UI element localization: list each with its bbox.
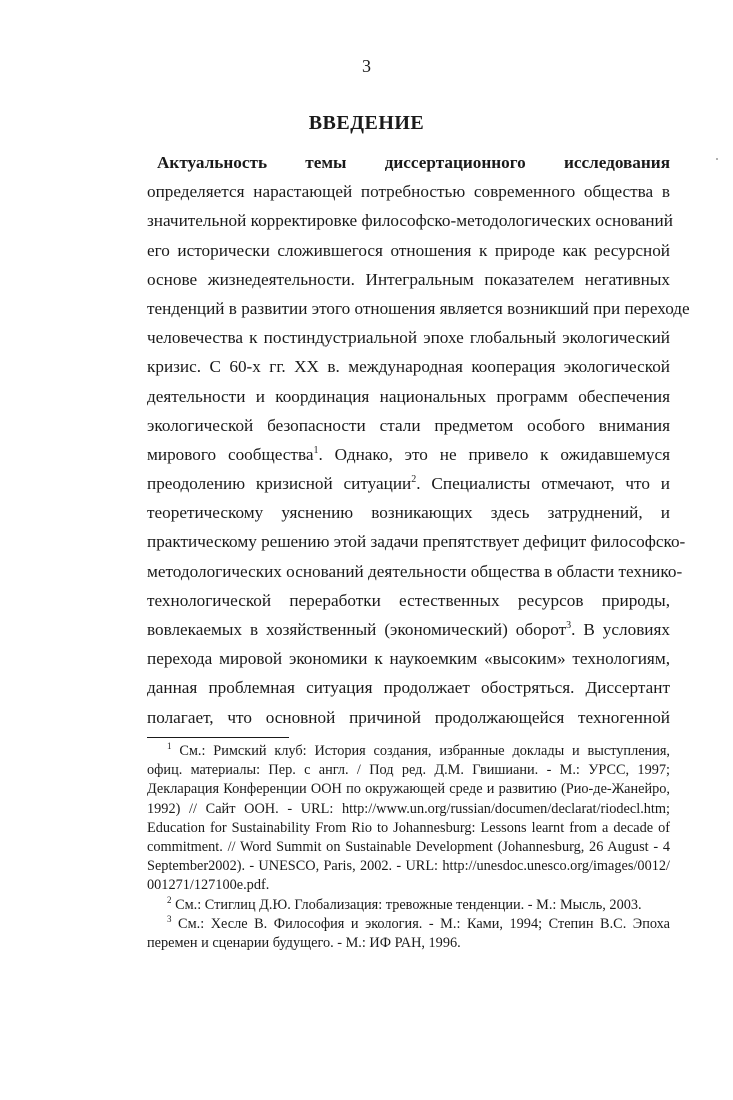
footnote-line: Декларация Конференции ООН по окружающей среде и развитию (Рио-де-Жанейро, <box>147 781 670 798</box>
footnote-ref-2[interactable]: 2 <box>411 474 417 486</box>
body-line: кризис. С 60-х гг. XX в. международная кооперация экологической <box>147 357 670 377</box>
body-line: методологических оснований деятельности общества в области технико- <box>147 561 683 581</box>
footnote-marker: 3 <box>167 913 172 924</box>
body-line: человечества к постиндустриальной эпохе глобальный экологический <box>147 328 670 348</box>
body-line: деятельности и координация национальных программ обеспечения <box>147 386 670 406</box>
body-line: определяется нарастающей потребностью современного общества в <box>147 182 670 202</box>
footnote-1 <box>147 742 670 761</box>
page-title: ВВЕДЕНИЕ <box>308 112 425 134</box>
page-number: 3 <box>362 56 371 76</box>
body-line: экологической безопасности стали предметом особого внимания <box>147 415 670 435</box>
text-segment: . В условиях <box>571 620 671 639</box>
body-line: практическому решению этой задачи препятствует дефицит философско- <box>147 532 686 552</box>
body-line: данная проблемная ситуация продолжает обостряться. Диссертант <box>147 678 670 698</box>
lead-word: диссертационного <box>384 153 526 172</box>
scan-speck <box>716 158 718 160</box>
footnote-line: September2002). - UNESCO, Paris, 2002. - URL: http://unesdoc.unesco.org/images/0012/ <box>147 858 670 875</box>
body-line: его исторически сложившегося отношения к природе как ресурсной <box>147 240 670 260</box>
body-line: тенденций в развитии этого отношения является возникший при переходе <box>147 298 690 318</box>
text-segment: . Однако, это не привело к ожидавшемуся <box>318 444 670 464</box>
body-line-with-footnote-ref <box>147 440 670 469</box>
footnotes <box>147 742 670 953</box>
footnote-line: перемен и сценарии будущего. - М.: ИФ РАН, 1996. <box>147 934 461 951</box>
body-line: полагает, что основной причиной продолжающейся техногенной <box>147 707 670 727</box>
text-segment: вовлекаемых в хозяйственный (экономический) оборот <box>147 620 567 639</box>
body-line: технологической переработки естественных ресурсов природы, <box>147 590 670 610</box>
body-line: перехода мировой экономики к наукоемким «высоким» технологиям, <box>147 649 670 669</box>
footnote-ref-3[interactable]: 3 <box>566 620 572 631</box>
text-segment: мирового сообщества <box>147 444 314 464</box>
footnote-marker: 1 <box>167 741 172 751</box>
footnote-separator <box>147 737 289 738</box>
footnote-line: 001271/127100e.pdf. <box>147 877 270 894</box>
footnote-line: Education for Sustainability From Rio to Johannesburg: Lessons learnt from a decade of <box>147 819 670 836</box>
footnote-line: 1992) // Сайт ООН. - URL: http://www.un.org/russian/documen/declarat/riodecl.htm; <box>147 800 670 817</box>
footnote-2 <box>147 896 670 915</box>
lead-word: темы <box>305 153 347 172</box>
body-line: основе жизнедеятельности. Интегральным показателем негативных <box>147 269 670 289</box>
body-line-with-footnote-ref <box>147 615 670 644</box>
footnote-line: офиц. материалы: Пер. с англ. / Под ред. Д.М. Гвишиани. - М.: УРСС, 1997; <box>147 762 670 779</box>
footnote-ref-1[interactable]: 1 <box>313 444 319 456</box>
body-line-with-footnote-ref <box>147 469 670 498</box>
body-line: теоретическому уяснению возникающих здесь затруднений, и <box>147 503 670 523</box>
footnote-text: См.: Хесле В. Философия и экология. - М.: Ками, 1994; Степин В.С. Эпоха <box>178 915 670 932</box>
text-segment: . Специалисты отмечают, что и <box>416 474 670 494</box>
footnote-marker: 2 <box>167 894 172 905</box>
text-segment: преодолению кризисной ситуации <box>147 474 412 494</box>
lead-word: исследования <box>563 153 670 172</box>
body-line-lead <box>147 148 670 177</box>
footnote-line: commitment. // Word Summit on Sustainable Development (Johannesburg, 26 August - 4 <box>147 838 670 855</box>
footnote-text: См.: Стиглиц Д.Ю. Глобализация: тревожные тенденции. - М.: Мысль, 2003. <box>175 896 642 913</box>
lead-word: Актуальность <box>157 153 268 172</box>
footnote-3 <box>147 915 670 934</box>
body-paragraph <box>147 148 690 732</box>
footnote-text: См.: Римский клуб: История создания, избранные доклады и выступления, <box>179 743 670 759</box>
body-line: значительной корректировке философско-методологических оснований <box>147 211 673 231</box>
